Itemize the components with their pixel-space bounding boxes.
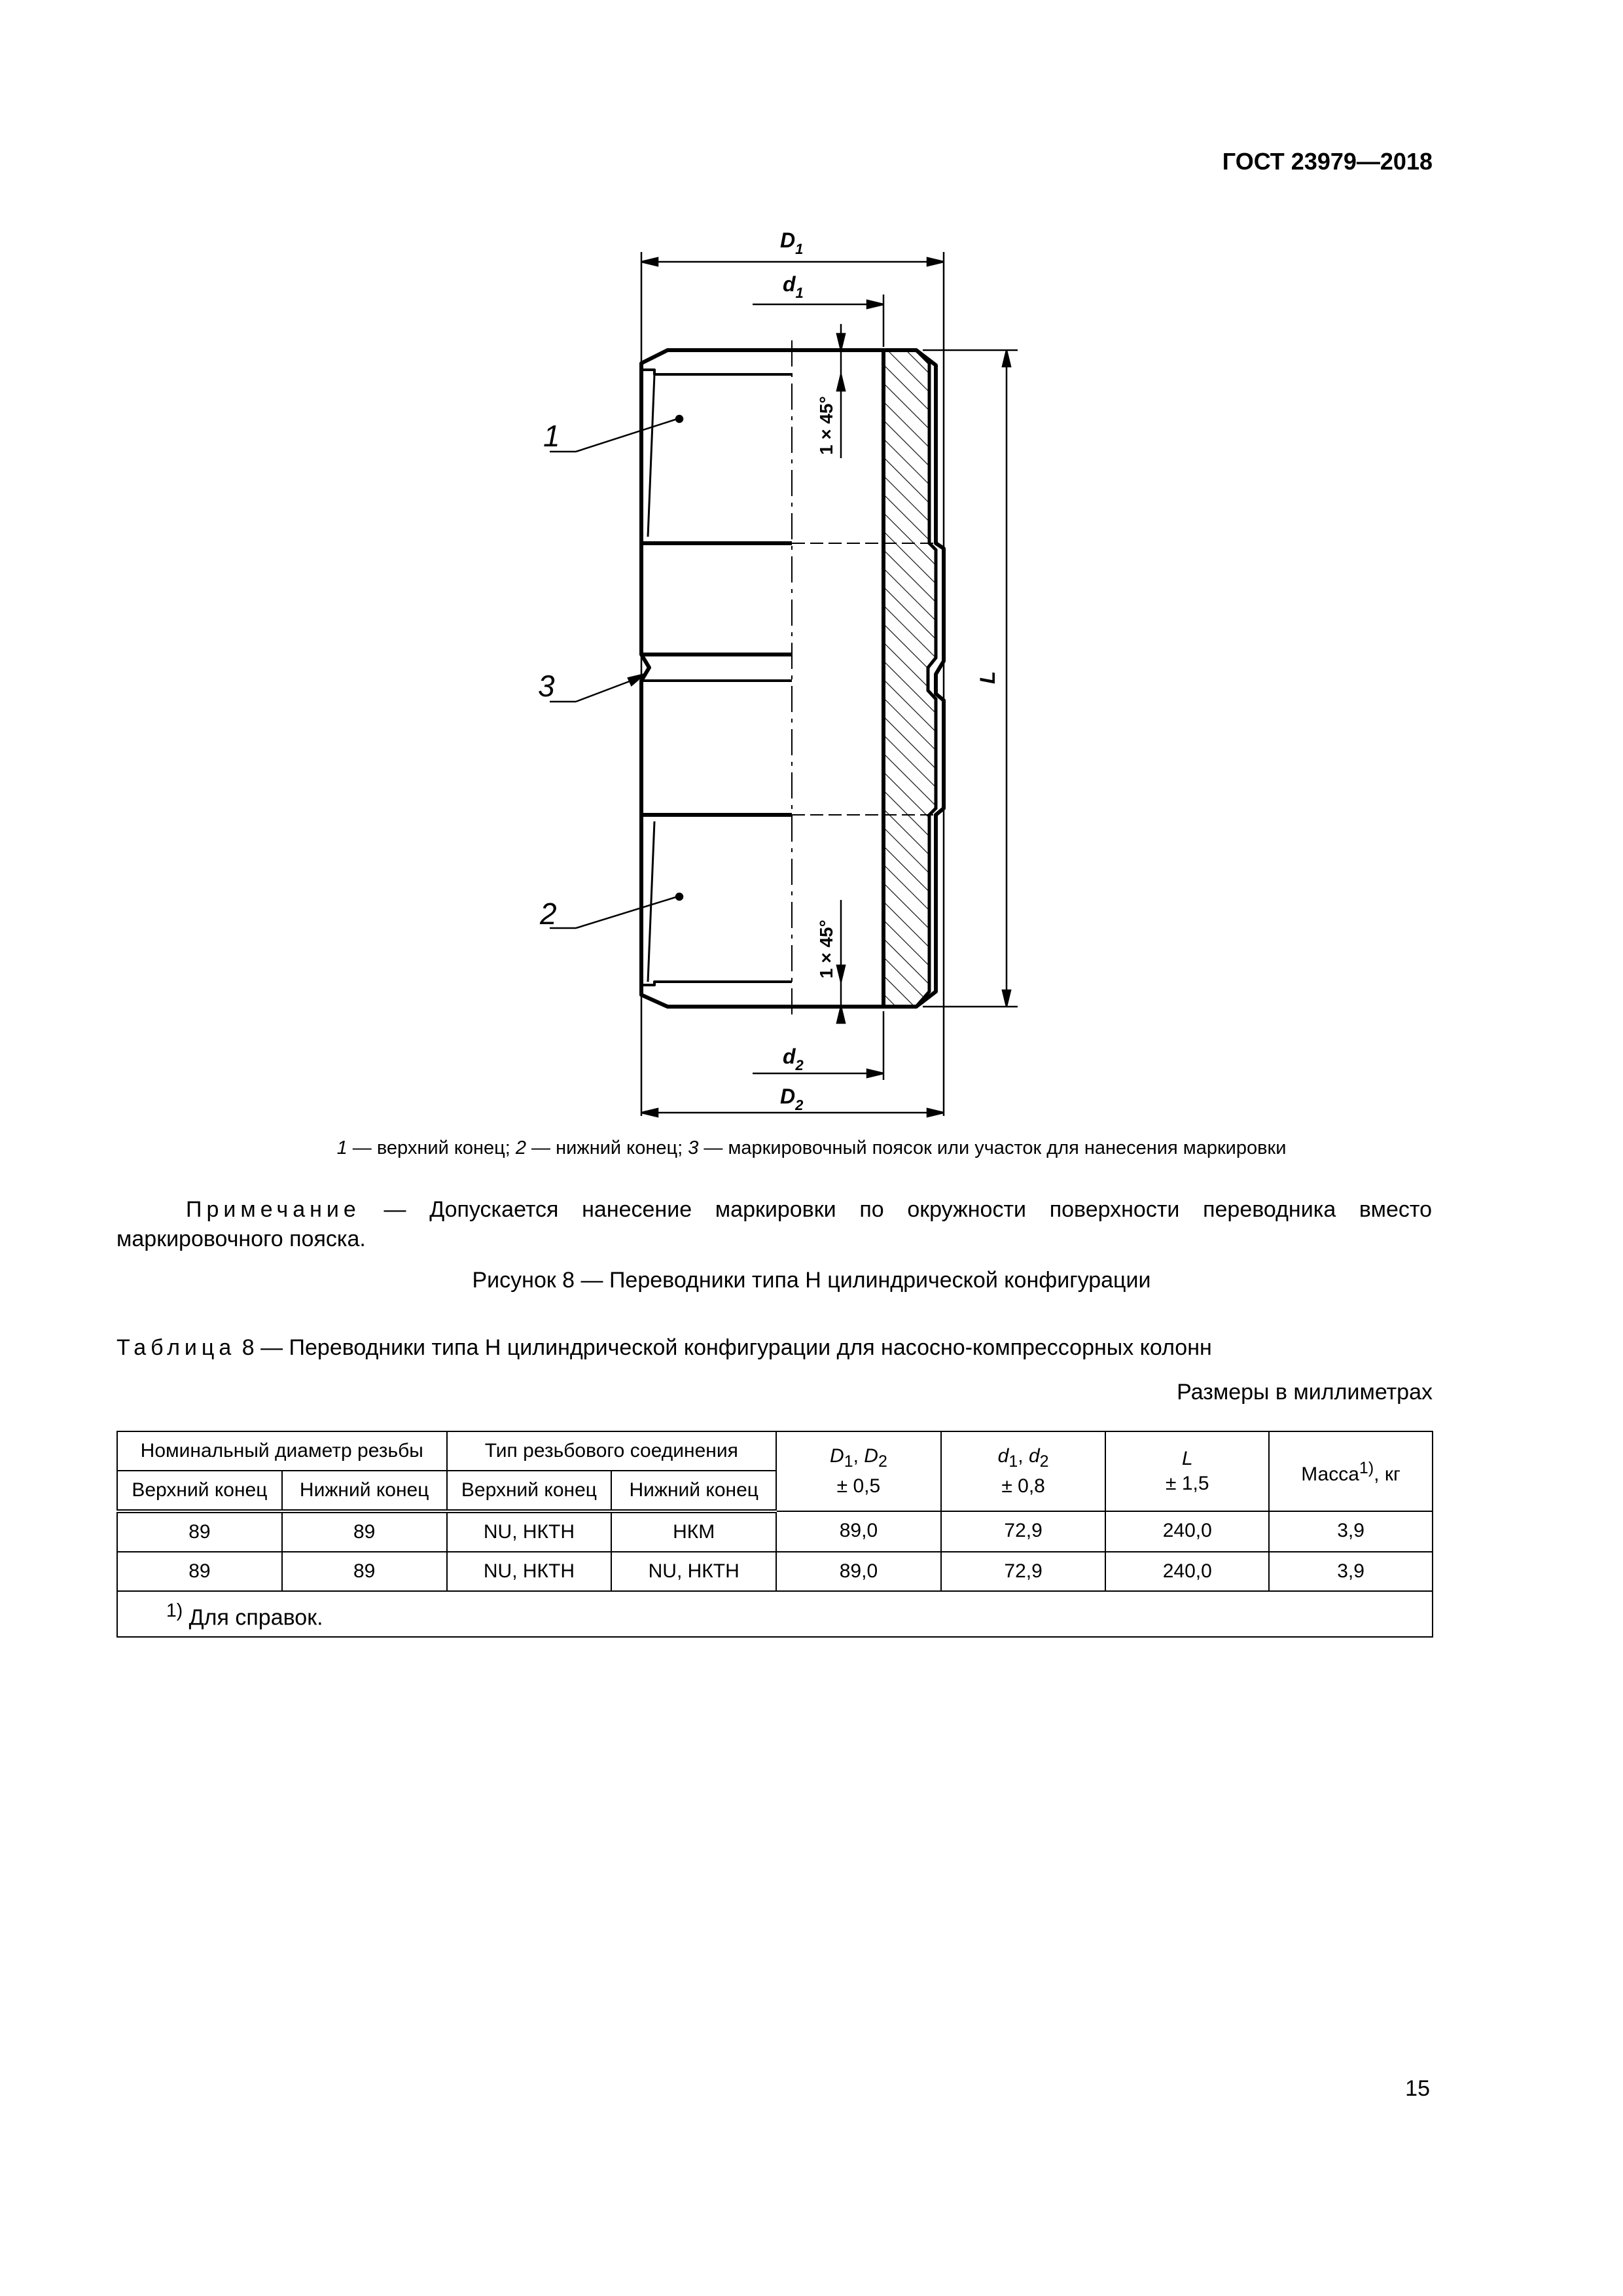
- label-L: L: [976, 671, 999, 684]
- figure-note: [116, 1195, 1432, 1254]
- header-thread-type: Тип резьбового соединения: [447, 1431, 777, 1471]
- cell: 240,0: [1105, 1511, 1269, 1552]
- label-D2: $D_2$: [780, 1085, 804, 1113]
- dimension-d2: [753, 1011, 883, 1080]
- table-row: [117, 1511, 1433, 1552]
- figure-caption: Рисунок 8 — Переводники типа Н цилиндрической конфигурации: [472, 1268, 1151, 1293]
- data-table: [116, 1431, 1433, 1638]
- label-chamfer-bottom: 1 × 45°: [816, 920, 836, 978]
- label-chamfer-top: 1 × 45°: [816, 396, 836, 455]
- section-hatch: [883, 350, 936, 1007]
- cell: 89,0: [776, 1511, 941, 1552]
- header-d: $d_1$, $d_2$ ± 0,8: [941, 1431, 1106, 1511]
- callout-leaders: [550, 416, 683, 928]
- header-D: $D_1$, $D_2$ ± 0,5: [776, 1431, 941, 1511]
- label-d2: $d_2$: [783, 1045, 804, 1073]
- footnote-row: [117, 1591, 1433, 1637]
- figure-legend: 1 — верхний конец; 2 — нижний конец; 3 — маркировочный поясок или участок для нанесения маркировки: [336, 1138, 1287, 1158]
- cell: НКМ: [611, 1511, 776, 1552]
- header-lower-end-2: Нижний конец: [611, 1471, 776, 1511]
- header-L: L ± 1,5: [1105, 1431, 1269, 1511]
- cell: NU, НКТН: [447, 1552, 612, 1591]
- header-lower-end-1: Нижний конец: [282, 1471, 447, 1511]
- standard-code: ГОСТ 23979—2018: [1222, 148, 1433, 175]
- dimension-D2: [641, 1109, 944, 1117]
- cell: 72,9: [941, 1511, 1106, 1552]
- page-number: 15: [1405, 2076, 1430, 2101]
- technical-drawing: [517, 226, 1060, 1129]
- table-caption: Таблица 8 — Переводники типа Н цилиндрической конфигурации для насосно-компрессорных колонн: [116, 1335, 1212, 1360]
- note-label: Примечание: [186, 1197, 361, 1222]
- label-D1: $D_1$: [780, 228, 804, 257]
- header-mass: Масса$^{1)}$, кг: [1269, 1431, 1433, 1511]
- table-row: [117, 1552, 1433, 1591]
- cell: 72,9: [941, 1552, 1106, 1591]
- table-units: Размеры в миллиметрах: [1177, 1380, 1433, 1405]
- cell: 240,0: [1105, 1552, 1269, 1591]
- cell: 89: [282, 1552, 447, 1591]
- cell: 3,9: [1269, 1511, 1433, 1552]
- header-row-1: [117, 1431, 1433, 1471]
- cell: NU, НКТН: [447, 1511, 612, 1552]
- header-nominal-diameter: Номинальный диаметр резьбы: [117, 1431, 447, 1471]
- cell: 89: [117, 1552, 282, 1591]
- callout-1: 1: [543, 419, 560, 453]
- note-text: — Допускается нанесение маркировки по окружности поверхности переводника вместо маркировочного пояска.: [116, 1197, 1432, 1251]
- cell: NU, НКТН: [611, 1552, 776, 1591]
- callout-2: 2: [540, 897, 557, 931]
- cell: 89,0: [776, 1552, 941, 1591]
- table-footnote: $^{1)}$ Для справок.: [117, 1591, 1433, 1637]
- label-d1: $d_1$: [783, 272, 804, 301]
- cell: 89: [282, 1511, 447, 1552]
- header-upper-end-1: Верхний конец: [117, 1471, 282, 1511]
- cell: 89: [117, 1511, 282, 1552]
- cell: 3,9: [1269, 1552, 1433, 1591]
- callout-3: 3: [538, 669, 555, 703]
- drawing-svg: [517, 226, 1060, 1129]
- header-upper-end-2: Верхний конец: [447, 1471, 612, 1511]
- chamfer-leaders: [837, 324, 845, 1023]
- dimension-d1: [753, 295, 883, 347]
